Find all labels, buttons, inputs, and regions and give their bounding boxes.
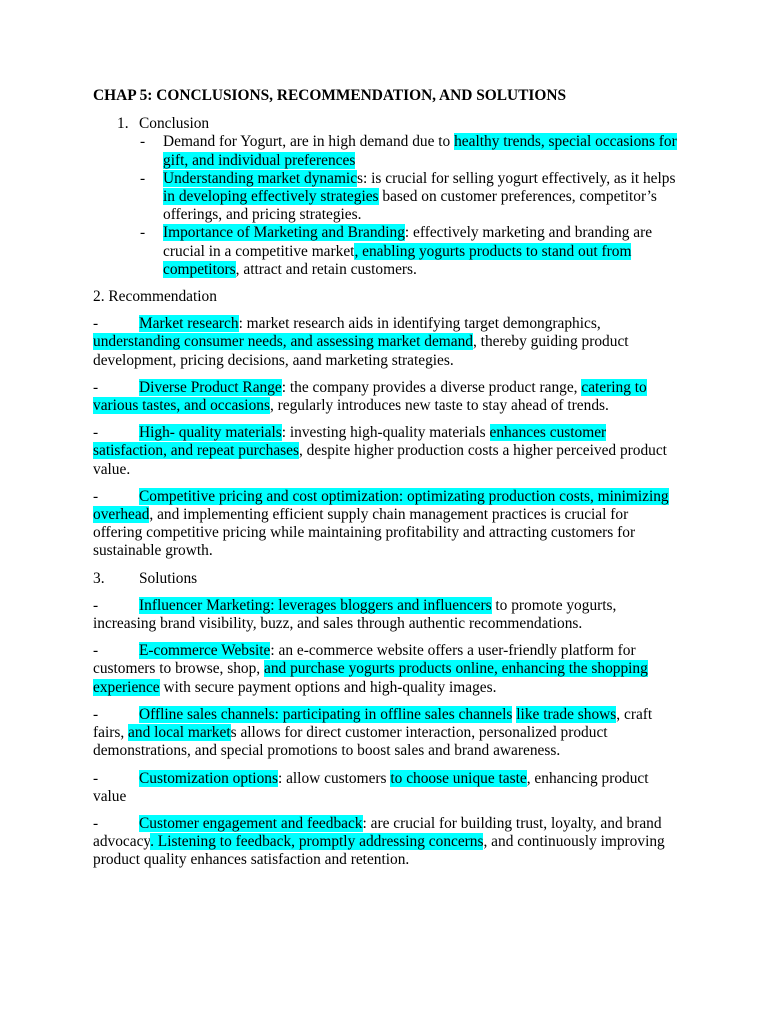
highlighted-text: Influencer Marketing: leverages bloggers and influencers bbox=[139, 596, 492, 614]
recommendation-item: - Competitive pricing and cost optimization: optimizating production costs, minimizing overhead, and implementing efficient supply chain management practices is crucial for offering competitive pricing while maintaining profitability and attracting customers for sustainable growth. bbox=[93, 487, 669, 560]
highlighted-text: , enabling yogurts products to stand out from competitors bbox=[163, 242, 632, 278]
highlighted-text: Competitive pricing and cost optimization: optimizating production costs, minimizing overhead bbox=[93, 487, 669, 524]
highlighted-text: healthy trends, special occasions for gift, and individual preferences bbox=[163, 133, 677, 169]
highlighted-text: to choose unique taste bbox=[390, 769, 527, 787]
highlighted-text: Offline sales channels: participating in offline sales channels bbox=[139, 705, 513, 723]
conclusion-number: 1. bbox=[117, 115, 129, 133]
highlighted-text: High- quality materials bbox=[139, 424, 282, 442]
document-body bbox=[93, 87, 677, 870]
highlighted-text: Customer engagement and feedback bbox=[139, 814, 363, 832]
highlighted-text: . Listening to feedback, promptly addressing concerns bbox=[150, 833, 484, 851]
highlighted-text: like trade shows bbox=[516, 705, 617, 723]
highlighted-text: understanding consumer needs, and assessing market demand bbox=[93, 333, 473, 351]
chapter-title: CHAP 5: CONCLUSIONS, RECOMMENDATION, AND SOLUTIONS bbox=[93, 87, 567, 104]
recommendation-heading: 2. Recommendation bbox=[93, 288, 217, 306]
highlighted-text: and purchase yogurts products online, enhancing the shopping experience bbox=[93, 660, 648, 696]
highlighted-text: and local market bbox=[128, 724, 231, 742]
highlighted-text: Market research bbox=[139, 315, 239, 333]
recommendation-item: - Diverse Product Range: the company provides a diverse product range, catering to various tastes, and occasions, regularly introduces new taste to stay ahead of trends. bbox=[93, 378, 647, 415]
conclusion-list bbox=[93, 133, 677, 279]
solution-item: - Customization options: allow customers to choose unique taste, enhancing product value bbox=[93, 769, 649, 805]
solution-item: - E-commerce Website: an e-commerce website offers a user-friendly platform for customers to browse, shop, and purchase yogurts products online, enhancing the shopping experience with secure payment options and high-quality images. bbox=[93, 642, 648, 696]
highlighted-text: catering to various tastes, and occasions bbox=[93, 378, 647, 415]
recommendation-item: - High- quality materials: investing high-quality materials enhances customer satisfaction, and repeat purchases, despite higher production costs a higher perceived product value. bbox=[93, 424, 667, 478]
highlighted-text: Customization options bbox=[139, 769, 278, 787]
list-item: - Demand for Yogurt, are in high demand due to healthy trends, special occasions for gift, and individual preferences bbox=[140, 133, 677, 169]
conclusion-section bbox=[93, 115, 677, 133]
solutions-heading: 3. Solutions bbox=[93, 569, 198, 587]
highlighted-text: Diverse Product Range bbox=[139, 378, 282, 396]
highlighted-text: enhances customer satisfaction, and repeat purchases bbox=[93, 424, 607, 460]
solution-item: - Customer engagement and feedback: are crucial for building trust, loyalty, and brand advocacy. Listening to feedback, promptly addressing concerns, and continuously improving product quality enhances satisfaction and retention. bbox=[93, 814, 665, 869]
conclusion-heading: Conclusion bbox=[139, 115, 210, 133]
solution-item: - Offline sales channels: participating in offline sales channels like trade shows, craft fairs, and local markets allows for direct customer interaction, personalized product demonstrations, and special promotions to boost sales and brand awareness. bbox=[93, 705, 653, 760]
list-item: - Understanding market dynamics: is crucial for selling yogurt effectively, as it helps in developing effectively strategies based on customer preferences, competitor’s offerings, and pricing strategies. bbox=[140, 169, 676, 224]
highlighted-text: Understanding market dynamic bbox=[163, 169, 358, 187]
recommendation-item: - Market research: market research aids in identifying target demongraphics, understanding consumer needs, and assessing market demand, thereby guiding product development, pricing decisions, aand marketing strategies. bbox=[93, 315, 629, 369]
list-item: - Importance of Marketing and Branding: effectively marketing and branding are crucial in a competitive market, enabling yogurts products to stand out from competitors, attract and retain customers. bbox=[140, 224, 653, 278]
highlighted-text: E-commerce Website bbox=[139, 642, 271, 660]
highlighted-text: in developing effectively strategies bbox=[163, 188, 379, 206]
highlighted-text: Importance of Marketing and Branding bbox=[163, 224, 405, 242]
solution-item: - Influencer Marketing: leverages bloggers and influencers to promote yogurts, increasing brand visibility, buzz, and sales through authentic recommendations. bbox=[93, 596, 617, 633]
